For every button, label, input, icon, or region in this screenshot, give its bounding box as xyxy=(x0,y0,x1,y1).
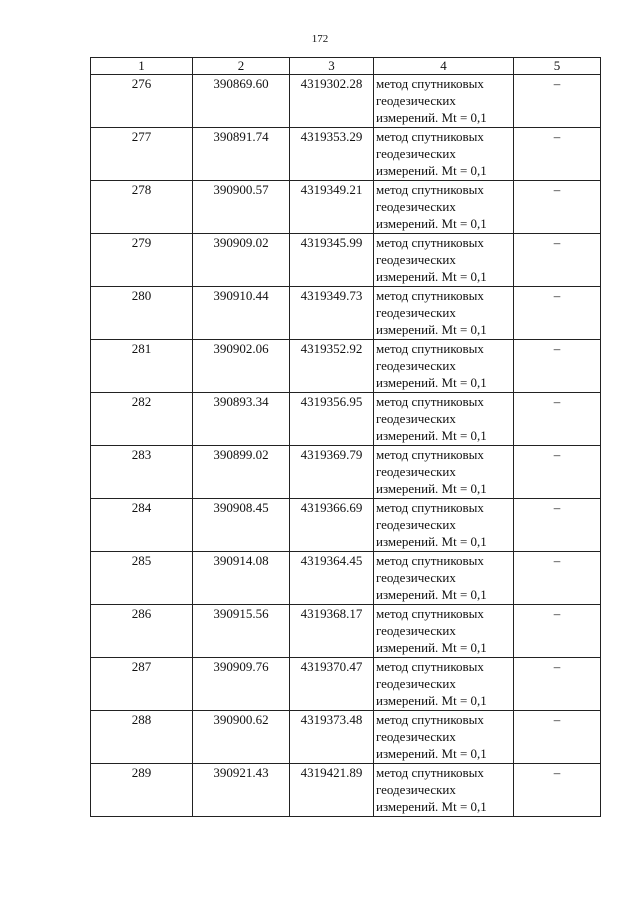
column-header-4: 4 xyxy=(374,58,514,75)
column-header-2: 2 xyxy=(193,58,290,75)
method-cell xyxy=(374,446,514,499)
note-cell: – xyxy=(514,128,601,181)
method-cell xyxy=(374,75,514,128)
method-line: измерений. Mt = 0,1 xyxy=(376,110,487,125)
column-header-5: 5 xyxy=(514,58,601,75)
method-cell xyxy=(374,128,514,181)
method-line: измерений. Mt = 0,1 xyxy=(376,481,487,496)
method-cell xyxy=(374,234,514,287)
y-coordinate-cell: 4319356.95 xyxy=(290,393,374,446)
table-row xyxy=(91,552,601,605)
method-line: измерений. Mt = 0,1 xyxy=(376,322,487,337)
y-coordinate-cell: 4319364.45 xyxy=(290,552,374,605)
method-line: метод спутниковых xyxy=(376,235,484,250)
method-line: измерений. Mt = 0,1 xyxy=(376,746,487,761)
note-cell: – xyxy=(514,340,601,393)
point-number-cell: 284 xyxy=(91,499,193,552)
method-line: геодезических xyxy=(376,729,456,744)
point-number-cell: 282 xyxy=(91,393,193,446)
page-number: 172 xyxy=(311,33,329,45)
table-row xyxy=(91,393,601,446)
point-number-cell: 286 xyxy=(91,605,193,658)
method-line: измерений. Mt = 0,1 xyxy=(376,587,487,602)
method-line: метод спутниковых xyxy=(376,76,484,91)
method-line: метод спутниковых xyxy=(376,182,484,197)
method-line: метод спутниковых xyxy=(376,765,484,780)
method-cell xyxy=(374,605,514,658)
method-line: геодезических xyxy=(376,358,456,373)
table-row xyxy=(91,181,601,234)
method-line: метод спутниковых xyxy=(376,341,484,356)
x-coordinate-cell: 390902.06 xyxy=(193,340,290,393)
coordinates-table xyxy=(90,57,601,817)
point-number-cell: 283 xyxy=(91,446,193,499)
method-line: измерений. Mt = 0,1 xyxy=(376,534,487,549)
y-coordinate-cell: 4319368.17 xyxy=(290,605,374,658)
column-header-3: 3 xyxy=(290,58,374,75)
method-line: метод спутниковых xyxy=(376,500,484,515)
note-cell: – xyxy=(514,446,601,499)
table-body xyxy=(91,75,601,817)
method-line: метод спутниковых xyxy=(376,447,484,462)
method-line: метод спутниковых xyxy=(376,129,484,144)
point-number-cell: 279 xyxy=(91,234,193,287)
table-row xyxy=(91,499,601,552)
method-line: измерений. Mt = 0,1 xyxy=(376,428,487,443)
x-coordinate-cell: 390909.02 xyxy=(193,234,290,287)
method-line: метод спутниковых xyxy=(376,288,484,303)
table-row xyxy=(91,287,601,340)
point-number-cell: 287 xyxy=(91,658,193,711)
method-line: метод спутниковых xyxy=(376,606,484,621)
method-line: измерений. Mt = 0,1 xyxy=(376,269,487,284)
method-line: геодезических xyxy=(376,146,456,161)
method-line: геодезических xyxy=(376,570,456,585)
table-row xyxy=(91,658,601,711)
method-line: измерений. Mt = 0,1 xyxy=(376,375,487,390)
table-row xyxy=(91,128,601,181)
note-cell: – xyxy=(514,75,601,128)
x-coordinate-cell: 390869.60 xyxy=(193,75,290,128)
note-cell: – xyxy=(514,552,601,605)
y-coordinate-cell: 4319302.28 xyxy=(290,75,374,128)
point-number-cell: 280 xyxy=(91,287,193,340)
method-cell xyxy=(374,764,514,817)
table-header-row xyxy=(91,58,601,75)
x-coordinate-cell: 390900.57 xyxy=(193,181,290,234)
note-cell: – xyxy=(514,287,601,340)
point-number-cell: 285 xyxy=(91,552,193,605)
method-line: геодезических xyxy=(376,252,456,267)
method-line: метод спутниковых xyxy=(376,659,484,674)
y-coordinate-cell: 4319366.69 xyxy=(290,499,374,552)
x-coordinate-cell: 390891.74 xyxy=(193,128,290,181)
y-coordinate-cell: 4319349.73 xyxy=(290,287,374,340)
method-line: геодезических xyxy=(376,411,456,426)
note-cell: – xyxy=(514,393,601,446)
method-cell xyxy=(374,287,514,340)
method-cell xyxy=(374,658,514,711)
method-line: метод спутниковых xyxy=(376,394,484,409)
method-cell xyxy=(374,711,514,764)
note-cell: – xyxy=(514,499,601,552)
column-header-1: 1 xyxy=(91,58,193,75)
x-coordinate-cell: 390910.44 xyxy=(193,287,290,340)
method-line: измерений. Mt = 0,1 xyxy=(376,216,487,231)
table-row xyxy=(91,75,601,128)
x-coordinate-cell: 390899.02 xyxy=(193,446,290,499)
note-cell: – xyxy=(514,605,601,658)
method-line: геодезических xyxy=(376,517,456,532)
method-line: геодезических xyxy=(376,199,456,214)
method-line: геодезических xyxy=(376,623,456,638)
method-line: геодезических xyxy=(376,782,456,797)
method-line: геодезических xyxy=(376,464,456,479)
x-coordinate-cell: 390900.62 xyxy=(193,711,290,764)
y-coordinate-cell: 4319370.47 xyxy=(290,658,374,711)
table-row xyxy=(91,711,601,764)
note-cell: – xyxy=(514,234,601,287)
point-number-cell: 276 xyxy=(91,75,193,128)
point-number-cell: 281 xyxy=(91,340,193,393)
x-coordinate-cell: 390915.56 xyxy=(193,605,290,658)
y-coordinate-cell: 4319352.92 xyxy=(290,340,374,393)
table-row xyxy=(91,234,601,287)
point-number-cell: 288 xyxy=(91,711,193,764)
x-coordinate-cell: 390909.76 xyxy=(193,658,290,711)
method-line: геодезических xyxy=(376,305,456,320)
table-row xyxy=(91,605,601,658)
method-cell xyxy=(374,552,514,605)
note-cell: – xyxy=(514,658,601,711)
table-row xyxy=(91,764,601,817)
y-coordinate-cell: 4319373.48 xyxy=(290,711,374,764)
x-coordinate-cell: 390893.34 xyxy=(193,393,290,446)
method-line: измерений. Mt = 0,1 xyxy=(376,799,487,814)
y-coordinate-cell: 4319369.79 xyxy=(290,446,374,499)
method-cell xyxy=(374,340,514,393)
method-line: измерений. Mt = 0,1 xyxy=(376,640,487,655)
x-coordinate-cell: 390921.43 xyxy=(193,764,290,817)
method-line: измерений. Mt = 0,1 xyxy=(376,693,487,708)
point-number-cell: 277 xyxy=(91,128,193,181)
method-line: геодезических xyxy=(376,676,456,691)
method-line: геодезических xyxy=(376,93,456,108)
y-coordinate-cell: 4319349.21 xyxy=(290,181,374,234)
table-row xyxy=(91,340,601,393)
method-cell xyxy=(374,181,514,234)
x-coordinate-cell: 390908.45 xyxy=(193,499,290,552)
note-cell: – xyxy=(514,181,601,234)
note-cell: – xyxy=(514,764,601,817)
table-row xyxy=(91,446,601,499)
point-number-cell: 289 xyxy=(91,764,193,817)
method-line: метод спутниковых xyxy=(376,553,484,568)
y-coordinate-cell: 4319353.29 xyxy=(290,128,374,181)
method-line: метод спутниковых xyxy=(376,712,484,727)
point-number-cell: 278 xyxy=(91,181,193,234)
method-line: измерений. Mt = 0,1 xyxy=(376,163,487,178)
y-coordinate-cell: 4319345.99 xyxy=(290,234,374,287)
method-cell xyxy=(374,393,514,446)
note-cell: – xyxy=(514,711,601,764)
y-coordinate-cell: 4319421.89 xyxy=(290,764,374,817)
method-cell xyxy=(374,499,514,552)
x-coordinate-cell: 390914.08 xyxy=(193,552,290,605)
